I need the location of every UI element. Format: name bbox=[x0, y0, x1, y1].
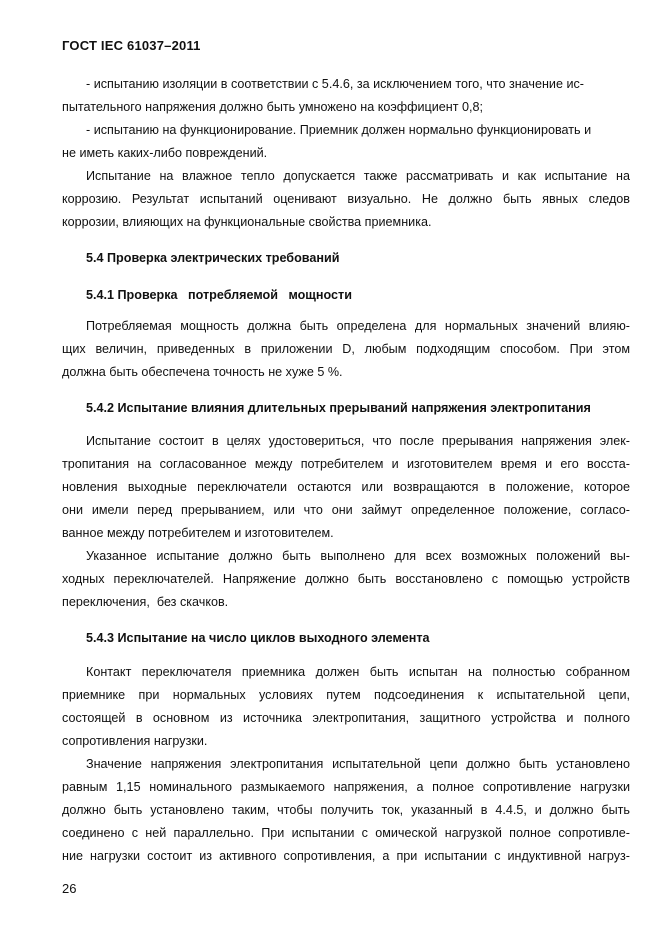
text-line: должно быть установлено таким, чтобы получить ток, указанный в 4.4.5, и должно быть bbox=[62, 803, 630, 817]
text-line: - испытанию на функционирование. Приемник должен нормально функционировать и bbox=[86, 123, 592, 137]
text-line: сопротивления нагрузки. bbox=[62, 734, 208, 748]
text-line: равным 1,15 номинального размыкаемого напряжения, а полное сопротивление нагрузки bbox=[62, 780, 630, 794]
text-line: Контакт переключателя приемника должен быть испытан на полностью собранном bbox=[86, 665, 630, 679]
text-line: должна быть обеспечена точность не хуже 5 %. bbox=[62, 365, 343, 379]
page-number: 26 bbox=[62, 881, 77, 896]
section-heading: 5.4 Проверка электрических требований bbox=[86, 251, 340, 265]
subsection-heading: 5.4.1 Проверка потребляемой мощности bbox=[86, 288, 352, 302]
text-line: не иметь каких-либо повреждений. bbox=[62, 146, 268, 160]
text-line: коррозию. Результат испытаний оценивают визуально. Не должно быть явных следов bbox=[62, 192, 630, 206]
text-line: они имели перед прерыванием, или что они займут определенное положение, согласо- bbox=[62, 503, 630, 517]
text-line: - испытанию изоляции в соответствии с 5.4.6, за исключением того, что значение ис- bbox=[86, 77, 584, 91]
text-line: ванное между потребителем и изготовителем. bbox=[62, 526, 334, 540]
text-line: приемнике при нормальных условиях путем подсоединения к испытательной цепи, bbox=[62, 688, 630, 702]
text-line: тропитания на согласованное между потребителем и изготовителем время и его восста- bbox=[62, 457, 630, 471]
text-line: Испытание состоит в целях удостовериться, что после прерывания напряжения элек- bbox=[86, 434, 630, 448]
text-line: Указанное испытание должно быть выполнено для всех возможных положений вы- bbox=[86, 549, 630, 563]
text-line: коррозии, влияющих на функциональные свойства приемника. bbox=[62, 215, 432, 229]
text-line: Потребляемая мощность должна быть определена для нормальных значений влияю- bbox=[86, 319, 630, 333]
text-line: Значение напряжения электропитания испытательной цепи должно быть установлено bbox=[86, 757, 630, 771]
text-line: новления выходные переключатели остаются или возвращаются в положение, которое bbox=[62, 480, 630, 494]
text-line: щих величин, приведенных в приложении D, любым подходящим способом. При этом bbox=[62, 342, 630, 356]
text-line: состоящей в основном из источника электропитания, защитного устройства и полного bbox=[62, 711, 630, 725]
text-line: пытательного напряжения должно быть умножено на коэффициент 0,8; bbox=[62, 100, 484, 114]
text-line: ходных переключателей. Напряжение должно быть восстановлено с помощью устройств bbox=[62, 572, 630, 586]
text-line: Испытание на влажное тепло допускается также рассматривать и как испытание на bbox=[86, 169, 630, 183]
text-line: соединено с ней параллельно. При испытании с омической нагрузкой полное сопротивле- bbox=[62, 826, 630, 840]
subsection-heading: 5.4.2 Испытание влияния длительных прерываний напряжения электропитания bbox=[86, 401, 591, 415]
text-line: ние нагрузки состоит из активного сопротивления, а при испытании с индуктивной нагруз- bbox=[62, 849, 630, 863]
text-line: переключения, без скачков. bbox=[62, 595, 229, 609]
subsection-heading: 5.4.3 Испытание на число циклов выходного элемента bbox=[86, 631, 430, 645]
document-header: ГОСТ IEC 61037–2011 bbox=[62, 38, 201, 53]
